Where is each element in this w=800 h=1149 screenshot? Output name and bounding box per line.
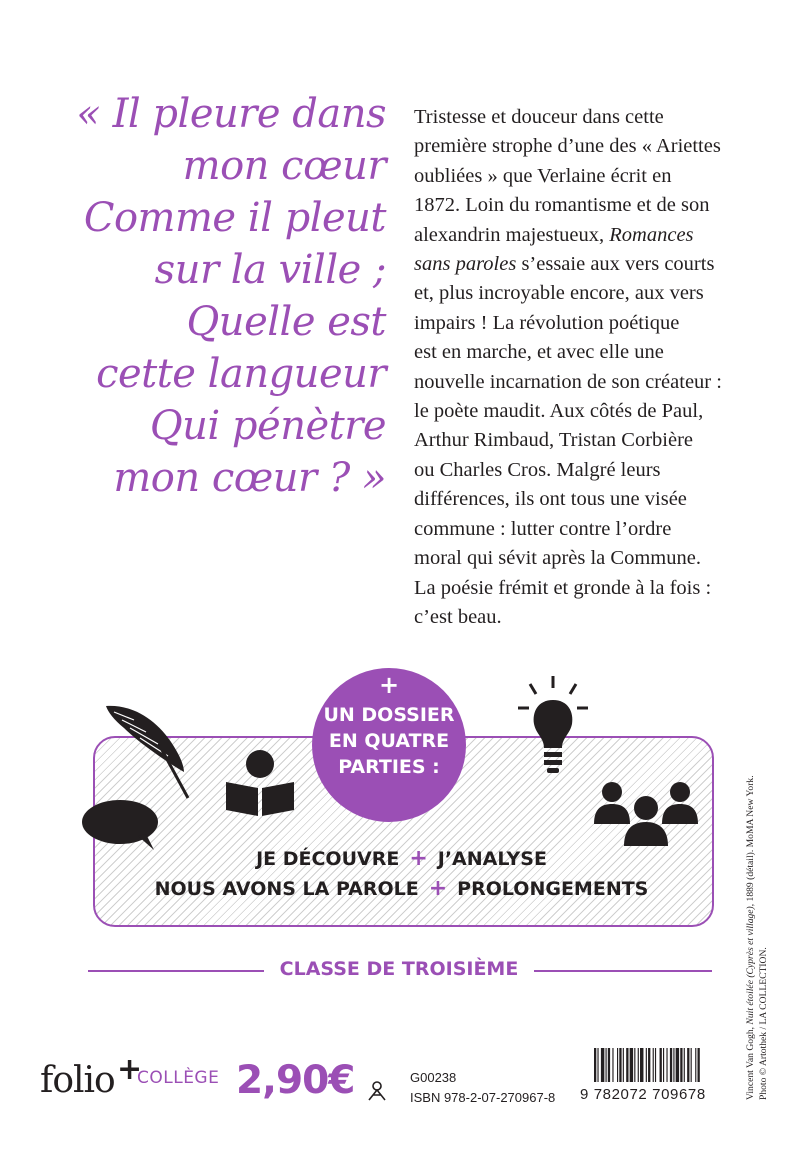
blurb-line bbox=[414, 250, 764, 279]
blurb-line bbox=[414, 221, 764, 250]
plus-icon: + bbox=[428, 876, 448, 901]
blurb-line: et, plus incroyable encore, aux vers bbox=[414, 282, 704, 305]
price: 2,90€ bbox=[236, 1058, 355, 1103]
blurb-fragment: alexandrin majestueux, bbox=[414, 223, 610, 246]
credit-text: , 1889 (détail). MoMA New York. bbox=[745, 775, 756, 907]
dossier-parts-row-2 bbox=[93, 876, 710, 901]
barcode-bar bbox=[666, 1048, 667, 1082]
barcode-bar bbox=[617, 1048, 618, 1082]
blurb-fragment: s’essaie aux vers courts bbox=[516, 253, 715, 276]
credit-line bbox=[744, 775, 757, 1100]
blurb-line: c’est beau. bbox=[414, 605, 502, 628]
plus-icon: + bbox=[409, 846, 428, 871]
blurb-text bbox=[414, 103, 764, 632]
book-title: sans paroles bbox=[414, 253, 517, 276]
product-code: G00238 bbox=[410, 1070, 457, 1085]
lightbulb-icon bbox=[516, 674, 590, 778]
blurb-line: Tristesse et douceur dans cette bbox=[414, 106, 664, 128]
blurb-line: différences, ils ont tous une visée bbox=[414, 488, 687, 511]
barcode-bar bbox=[691, 1048, 692, 1082]
barcode-bar bbox=[670, 1048, 672, 1082]
barcode-bar bbox=[698, 1048, 700, 1082]
barcode-digits: 9 782072 709678 bbox=[580, 1086, 706, 1103]
quote-line: Comme il pleut bbox=[83, 195, 386, 241]
isbn: ISBN 978-2-07-270967-8 bbox=[410, 1090, 556, 1105]
credit-line: Photo © Artothek / LA COLLECTION. bbox=[758, 947, 769, 1100]
blurb-line: 1872. Loin du romantisme et de son bbox=[414, 194, 710, 217]
blurb-line: première strophe d’une des « Ariettes bbox=[414, 135, 721, 158]
quote-line: Qui pénètre bbox=[149, 403, 386, 449]
part-label: J’ANALYSE bbox=[437, 848, 547, 870]
badge-line: UN DOSSIER bbox=[323, 704, 455, 726]
part-label: JE DÉCOUVRE bbox=[256, 848, 400, 870]
barcode-bar bbox=[601, 1048, 604, 1082]
quote-line: sur la ville ; bbox=[154, 247, 386, 293]
badge-line: EN QUATRE bbox=[328, 730, 450, 752]
folio-plus-mark: + bbox=[117, 1052, 143, 1087]
blurb-line: ou Charles Cros. Malgré leurs bbox=[414, 458, 661, 481]
dossier-parts-row-1 bbox=[93, 846, 710, 871]
group-icon bbox=[590, 778, 704, 848]
barcode-bar bbox=[638, 1048, 639, 1082]
barcode-bar bbox=[653, 1048, 654, 1082]
reader-icon bbox=[224, 748, 296, 818]
barcode-bar bbox=[606, 1048, 607, 1082]
credit-text: Vincent Van Gogh, bbox=[745, 1024, 756, 1100]
barcode-bar bbox=[623, 1048, 624, 1082]
dossier-badge bbox=[312, 668, 466, 822]
barcode-bar bbox=[687, 1048, 689, 1082]
blurb-line: commune : lutter contre l’ordre bbox=[414, 517, 672, 540]
quote-line: Quelle est bbox=[186, 299, 386, 345]
barcode-bar bbox=[626, 1048, 628, 1082]
barcode-bar bbox=[640, 1048, 643, 1082]
part-label: NOUS AVONS LA PAROLE bbox=[154, 878, 419, 900]
barcode-bar bbox=[619, 1048, 621, 1082]
barcode-bar bbox=[680, 1048, 682, 1082]
barcode-bar bbox=[646, 1048, 647, 1082]
barcode-bar bbox=[648, 1048, 650, 1082]
badge-line: PARTIES : bbox=[338, 756, 440, 778]
barcode-bar bbox=[630, 1048, 633, 1082]
part-label: PROLONGEMENTS bbox=[457, 878, 649, 900]
blurb-line: impairs ! La révolution poétique bbox=[414, 311, 680, 334]
barcode-bar bbox=[597, 1048, 598, 1082]
quote-line: « Il pleure dans bbox=[76, 91, 386, 137]
blurb-line: La poésie frémit et gronde à la fois : bbox=[414, 576, 712, 599]
barcode-bar bbox=[684, 1048, 685, 1082]
quote-line: mon cœur ? » bbox=[113, 455, 386, 501]
barcode-bar bbox=[655, 1048, 656, 1082]
publisher-logo-icon bbox=[366, 1080, 388, 1102]
blurb-line: nouvelle incarnation de son créateur : bbox=[414, 370, 722, 393]
class-level: CLASSE DE TROISIÈME bbox=[279, 958, 519, 980]
barcode-bar bbox=[663, 1048, 664, 1082]
barcode-bar bbox=[673, 1048, 674, 1082]
barcode-bar bbox=[594, 1048, 596, 1082]
blurb-line: moral qui sévit après la Commune. bbox=[414, 547, 701, 570]
poem-quote bbox=[40, 88, 386, 504]
artwork-title: Nuit étoilée (Cyprès et village) bbox=[745, 906, 756, 1025]
barcode-bar bbox=[612, 1048, 613, 1082]
blurb-line: Arthur Rimbaud, Tristan Corbière bbox=[414, 429, 694, 452]
barcode-bar bbox=[676, 1048, 679, 1082]
collection-name: COLLÈGE bbox=[137, 1068, 220, 1088]
quote-line: cette langueur bbox=[96, 351, 386, 397]
barcode-bar bbox=[634, 1048, 635, 1082]
blurb-line: est en marche, et avec elle une bbox=[414, 341, 664, 364]
plus-icon: + bbox=[378, 671, 400, 699]
divider-right bbox=[534, 970, 712, 972]
quill-icon bbox=[100, 698, 196, 806]
folio-logo: folio bbox=[40, 1060, 115, 1101]
quote-line: mon cœur bbox=[182, 143, 386, 189]
blurb-line: oubliées » que Verlaine écrit en bbox=[414, 164, 672, 187]
blurb-line: le poète maudit. Aux côtés de Paul, bbox=[414, 400, 704, 423]
barcode-bar bbox=[660, 1048, 662, 1082]
barcode-bar bbox=[695, 1048, 696, 1082]
divider-left bbox=[88, 970, 264, 972]
barcode-bar bbox=[608, 1048, 610, 1082]
image-credit bbox=[744, 775, 770, 1100]
book-title: Romances bbox=[609, 223, 694, 246]
